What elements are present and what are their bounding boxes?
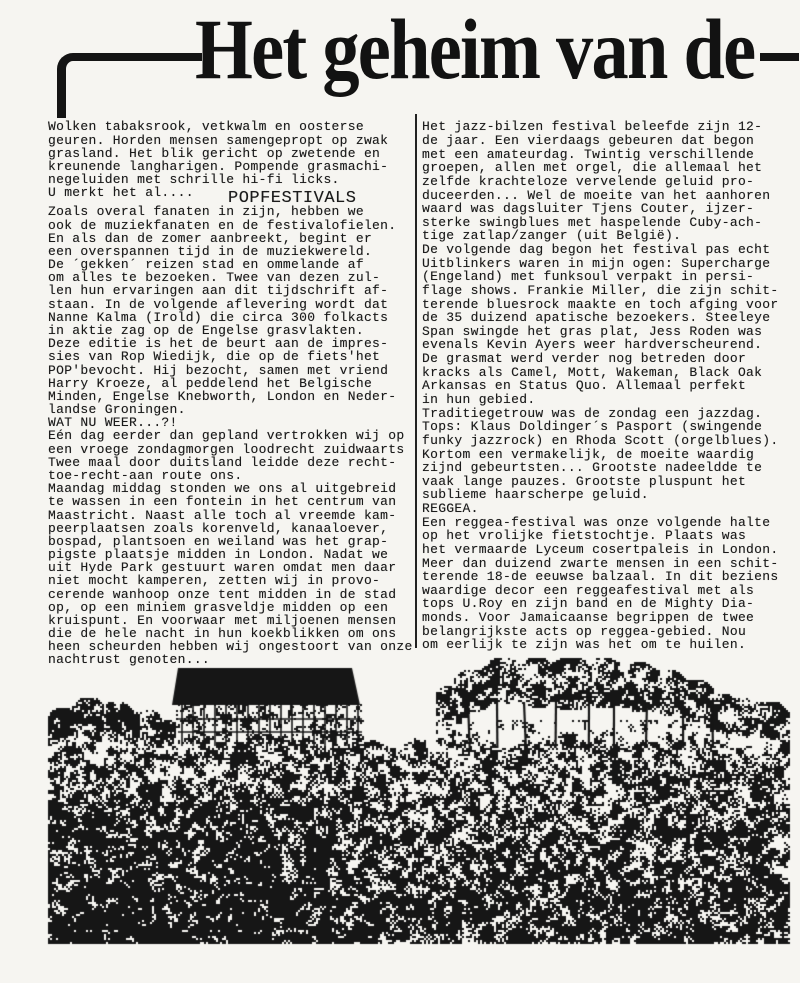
right-column-line: Arkansas en Status Quo. Allemaal perfekt [422,378,747,394]
right-column-line: De volgende dag begon het festival pas echt [422,242,771,258]
left-column-line: POP'bevocht. Hij bezocht, samen met vriend [48,362,389,378]
left-column-line: Maandag middag stonden we ons al uitgebreid [48,481,397,497]
left-column-line: heen scheurden hebben wij ongestoort van onze [48,639,413,655]
left-column-line: die de hele nacht in hun koekblikken om ons [48,626,397,642]
right-column-line: Een reggea-festival was onze volgende halte [422,514,771,530]
right-column-line: Tops: Klaus Doldinger´s Pasport (swingende [422,419,763,435]
right-column-line: belangrijkste acts op reggea-gebied. Nou [422,623,747,639]
crowd-photo [44,648,796,946]
left-column-line: op, op een miniem grasveldje midden op een [48,599,389,615]
right-column-line: REGGEA. [422,501,479,517]
left-column-line: bospad, plantsoen en weiland was het grap- [48,533,389,549]
section-heading: POPFESTIVALS [228,188,357,208]
left-column-line: len hun ervaringen aan dit tijdschrift af- [48,283,389,299]
right-column-line: Traditiegetrouw was de zondag een jazzdag. [422,405,763,421]
right-column-line: monds. Voor Jamaicaanse begrippen de twee [422,610,755,626]
right-column-line: groepen, allen met orgel, die allemaal het [422,160,763,176]
left-column-line: Deze editie is het de beurt aan de impres- [48,336,389,352]
left-column-line: te wassen in een fontein in het centrum van [48,494,397,510]
left-column-line: kruispunt. En voorwaar met miljoenen mensen [48,612,397,628]
right-column-line: tige zatlap/zanger (uit België). [422,228,682,244]
left-column-line: U merkt het al.... [48,185,194,201]
left-column-line: Maastricht. Naast alle toch al vreemde kam- [48,507,397,523]
left-column-line: cerende wanhoop onze tent midden in de stad [48,586,397,602]
column-divider [415,114,417,648]
right-column-line: Meer dan duizend zwarte mensen in een schit- [422,555,779,571]
left-column-line: ook de muziekfanaten en de festivalofielen. [48,217,397,233]
right-column-line: sterke swingblues met haspelende Cuby-ach- [422,214,763,230]
left-column-line: pigste plaatsje midden in London. Nadat we [48,547,389,563]
left-column-line: toe-recht-aan route ons. [48,467,243,483]
right-column-line: kracks als Camel, Mott, Wakeman, Black Oak [422,364,763,380]
right-column-line: waardige decor een reggeafestival met als [422,582,755,598]
right-column-line: Het jazz-bilzen festival beleefde zijn 12- [422,119,763,135]
right-column-line: de jaar. Een vierdaags gebeuren dat begon [422,133,755,149]
right-column-line: met een amateurdag. Twintig verschillende [422,146,755,162]
right-column-line: terende bluesrock maakte en toch afging voor [422,296,779,312]
right-column-line: Span swingde het gras plat, Jess Roden was [422,323,763,339]
left-column-line: Nanne Kalma (Irold) die circa 300 folkacts [48,309,389,325]
left-column-line: landse Groningen. [48,402,186,418]
right-column-line: funky jazzrock) en Rhoda Scott (orgelblues). [422,432,779,448]
right-column-line: om eerlijk te zijn was het om te huilen. [422,637,747,653]
left-column-line: uit Hyde Park gestuurt waren omdat men daar [48,560,397,576]
left-column-line: Wolken tabaksrook, vetkwalm en oosterse [48,119,364,135]
right-column-line: het vermaarde Lyceum cosertpaleis in London. [422,541,779,557]
right-column-line: (Engeland) met funksoul verpakt in persi- [422,269,755,285]
right-column-line: waard was dagsluiter Tjens Couter, ijzer- [422,201,755,217]
left-column-line: Zoals overal fanaten in zijn, hebben we [48,204,364,220]
left-column-line: WAT NU WEER...?! [48,415,178,431]
left-column-line: niet mocht kamperen, zetten wij in provo- [48,573,381,589]
left-column-line: Eén dag eerder dan gepland vertrokken wij op [48,428,405,444]
left-column-line: om alles te bezoeken. Twee van dezen zul- [48,270,381,286]
left-column-line: staan. In de volgende aflevering wordt dat [48,296,389,312]
left-column-line: Twee maal door duitsland leidde deze recht- [48,454,397,470]
right-column-line: in hun gebied. [422,391,536,407]
left-column-line: De ´gekken´ reizen stad en ommelande af [48,257,364,273]
left-column-line: sies van Rop Wiedijk, die op de fiets'het [48,349,381,365]
right-column-line: sublieme haarscherpe geluid. [422,487,649,503]
right-column-line: zelfde krachteloze vervelende geluid pro- [422,173,755,189]
article-title: Het geheim van de [195,1,755,97]
right-column-line: terende 18-de eeuwse balzaal. In dit beziens [422,569,779,585]
left-column-line: peerplaatsen zoals korenveld, kanaaloever, [48,520,389,536]
right-column-line: flage shows. Frankie Miller, die zijn schit- [422,282,779,298]
right-column-line: vaak lange pauzes. Grootste pluspunt het [422,473,747,489]
left-column-line: En als dan de zomer aanbreekt, begint er [48,230,373,246]
right-column-line: tops U.Roy en zijn band en de Mighty Dia- [422,596,755,612]
right-column-line: de 35 duizend apatische bezoekers. Steeleye [422,310,771,326]
left-column-line: geuren. Horden mensen samengepropt op zwak [48,132,389,148]
right-column-line: op het vrolijke fietstochtje. Plaats was [422,528,747,544]
right-column-line: De grasmat werd verder nog betreden door [422,351,747,367]
left-column-line: negeluiden met schrille hi-fi licks. [48,172,340,188]
title-rule-left [57,53,202,118]
left-column-line: Harry Kroeze, al peddelend het Belgische [48,375,373,391]
title-rule-right [760,53,799,61]
right-column-line: Uitblinkers waren in mijn ogen: Supercharge [422,255,771,271]
right-column [422,120,794,660]
right-column-line: evenals Kevin Ayers weer hardverscheurend. [422,337,763,353]
right-column-line: Kortom een vermakelijk, de moeite waardig [422,446,755,462]
left-column-line: een vroege zondagmorgen loodrecht zuidwaarts [48,441,405,457]
right-column-line: duceerden... Wel de moeite van het aanhoren [422,187,771,203]
left-column-line: nachtrust genoten... [48,652,211,668]
right-column-line: zijnd gebeurtsten... Grootste nadeeldde te [422,460,763,476]
left-column-line: kreunende langharigen. Pompende grasmachi- [48,158,389,174]
left-column-line: Minden, Engelse Knebworth, London en Neder- [48,388,397,404]
left-column-line: een overspannen tijd in de muziekwereld. [48,243,373,259]
left-column-line: in aktie zag op de Engelse grasvlakten. [48,322,364,338]
left-column-line: grasland. Het blik gericht op zwetende en [48,145,381,161]
